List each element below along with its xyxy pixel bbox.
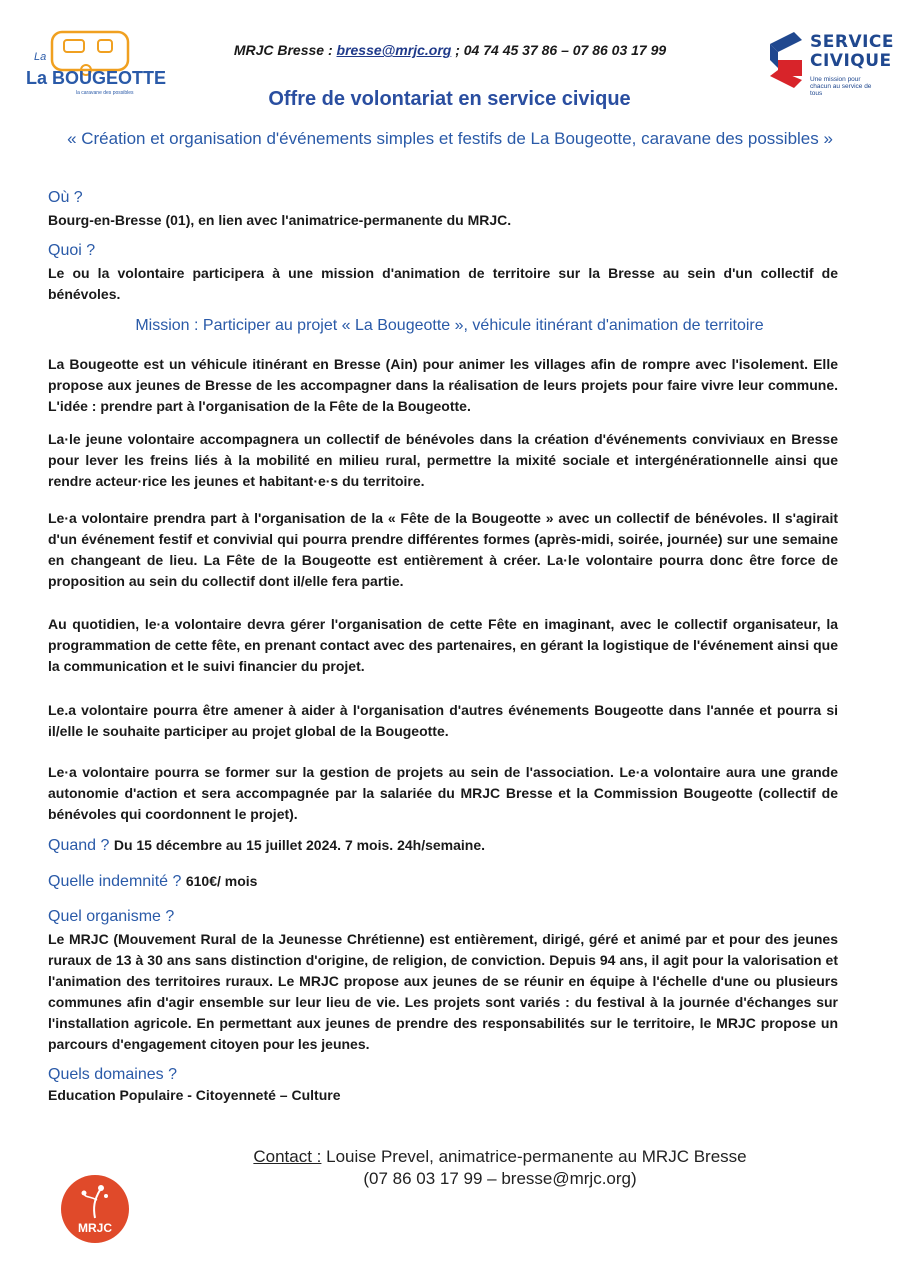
contact-label: Contact :	[253, 1147, 322, 1166]
mrjc-logo-text: MRJC	[77, 1221, 113, 1235]
ou-text: Bourg-en-Bresse (01), en lien avec l'animatrice-permanente du MRJC.	[48, 212, 512, 228]
header-contact-suffix: ; 04 74 45 37 86 – 07 86 03 17 99	[451, 42, 667, 58]
domaines-text: Education Populaire - Citoyenneté – Culture	[48, 1087, 341, 1103]
svg-text:La: La	[34, 51, 47, 63]
header-contact-line	[150, 42, 750, 58]
mission-paragraph-4: Au quotidien, le·a volontaire devra gérer l'organisation de cette Fête en imaginant, avec le collectif organisateur, la programmation de cette fête, en prenant contact avec des partenaires, en gérant la logistique de l'événement ainsi que la communication et le suivi financier du projet.	[48, 616, 838, 674]
quoi-text: Le ou la volontaire participera à une mission d'animation de territoire sur la Bresse au sein d'un collectif de bénévoles.	[48, 265, 838, 302]
mission-paragraph-3: Le·a volontaire prendra part à l'organisation de la « Fête de la Bougeotte » avec un collectif de bénévoles. Il s'agirait d'un événement festif et convivial qui pourra prendre différentes formes (après-midi, soirée, journée) sur une semaine en changeant de lieu. La Fête de la Bougeotte est entièrement à créer. La·le volontaire pourra donc être force de proposition au sein du collectif dont il/elle fera partie.	[48, 510, 838, 589]
mission-paragraph-6: Le·a volontaire pourra se former sur la gestion de projets au sein de l'association. Le·a volontaire aura une grande autonomie d'action et sera accompagnée par la salariée du MRJC Bresse et la Commission Bougeotte (collectif de bénévoles qui coordonnent le projet).	[48, 764, 838, 822]
header-contact-prefix: MRJC Bresse :	[233, 42, 337, 58]
logo-right-line2: CIVIQUE	[810, 51, 892, 71]
logo-right-line1: SERVICE	[810, 32, 895, 52]
quoi-label: Quoi ?	[48, 242, 96, 259]
header-email-link[interactable]: bresse@mrjc.org	[336, 42, 452, 58]
indemnite-row	[48, 873, 257, 891]
domaines-label: Quels domaines ?	[48, 1066, 177, 1083]
mission-paragraph-5: Le.a volontaire pourra être amener à aider à l'organisation d'autres événements Bougeotte dans l'année et pourra si il/elle le souhaite participer au projet global de la Bougeotte.	[48, 702, 838, 739]
contact-line2: (07 86 03 17 99 – bresse@mrjc.org)	[363, 1169, 637, 1188]
mrjc-logo	[60, 1174, 130, 1244]
contact-block	[170, 1146, 830, 1190]
page-subtitle: « Création et organisation d'événements simples et festifs de La Bougeotte, caravane des possibles »	[67, 129, 833, 148]
quand-text: Du 15 décembre au 15 juillet 2024. 7 mois. 24h/semaine.	[113, 837, 486, 853]
contact-line1: Louise Prevel, animatrice-permanente au MRJC Bresse	[321, 1147, 747, 1166]
organisme-text: Le MRJC (Mouvement Rural de la Jeunesse Chrétienne) est entièrement, dirigé, géré et animé par et pour des jeunes ruraux de 13 à 30 ans sans distinction d'origine, de religion, de conviction. Depuis 94 ans, il agit pour la valorisation et l'animation des territoires ruraux. Le MRJC propose aux jeunes de se réunir en équipe à l'échelle d'une ou plusieurs communes afin d'agir ensemble sur leur lieu de vie. Les projets sont variés : du festival à la journée d'échanges sur l'installation agricole. En permettant aux jeunes de prendre des responsabilités sur le territoire, le MRJC propose un parcours d'engagement citoyen pour les jeunes.	[48, 931, 838, 1052]
mission-paragraph-2: La·le jeune volontaire accompagnera un collectif de bénévoles dans la création d'événements conviviaux en Bresse pour lever les freins liés à la mobilité en milieu rural, permettre la mixité sociale et intergénérationnelle ainsi que rendre acteur·rice les jeunes et habitant·e·s du territoire.	[48, 431, 838, 489]
indemnite-label: Quelle indemnité ?	[48, 873, 186, 890]
logo-right-tagline: Une mission pour chacun au service de tous	[810, 76, 872, 97]
page-title: Offre de volontariat en service civique	[268, 88, 631, 110]
organisme-label: Quel organisme ?	[48, 908, 175, 925]
ou-label: Où ?	[48, 189, 83, 206]
logo-left-tagline: la caravane des possibles	[76, 90, 134, 96]
indemnite-text: 610€/ mois	[185, 873, 258, 889]
mission-heading: Mission : Participer au projet « La Bougeotte », véhicule itinérant d'animation de territoire	[135, 317, 764, 334]
logo-left-text: La BOUGEOTTE	[26, 68, 167, 88]
mission-paragraph-1: La Bougeotte est un véhicule itinérant en Bresse (Ain) pour animer les villages afin de rompre avec l'isolement. Elle propose aux jeunes de Bresse de les accompagner dans la réalisation de leurs projets pour faire vivre leur commune. L'idée : prendre part à l'organisation de la Fête de la Bougeotte.	[48, 356, 838, 414]
quand-row	[48, 837, 485, 855]
quand-label: Quand ?	[48, 837, 114, 854]
